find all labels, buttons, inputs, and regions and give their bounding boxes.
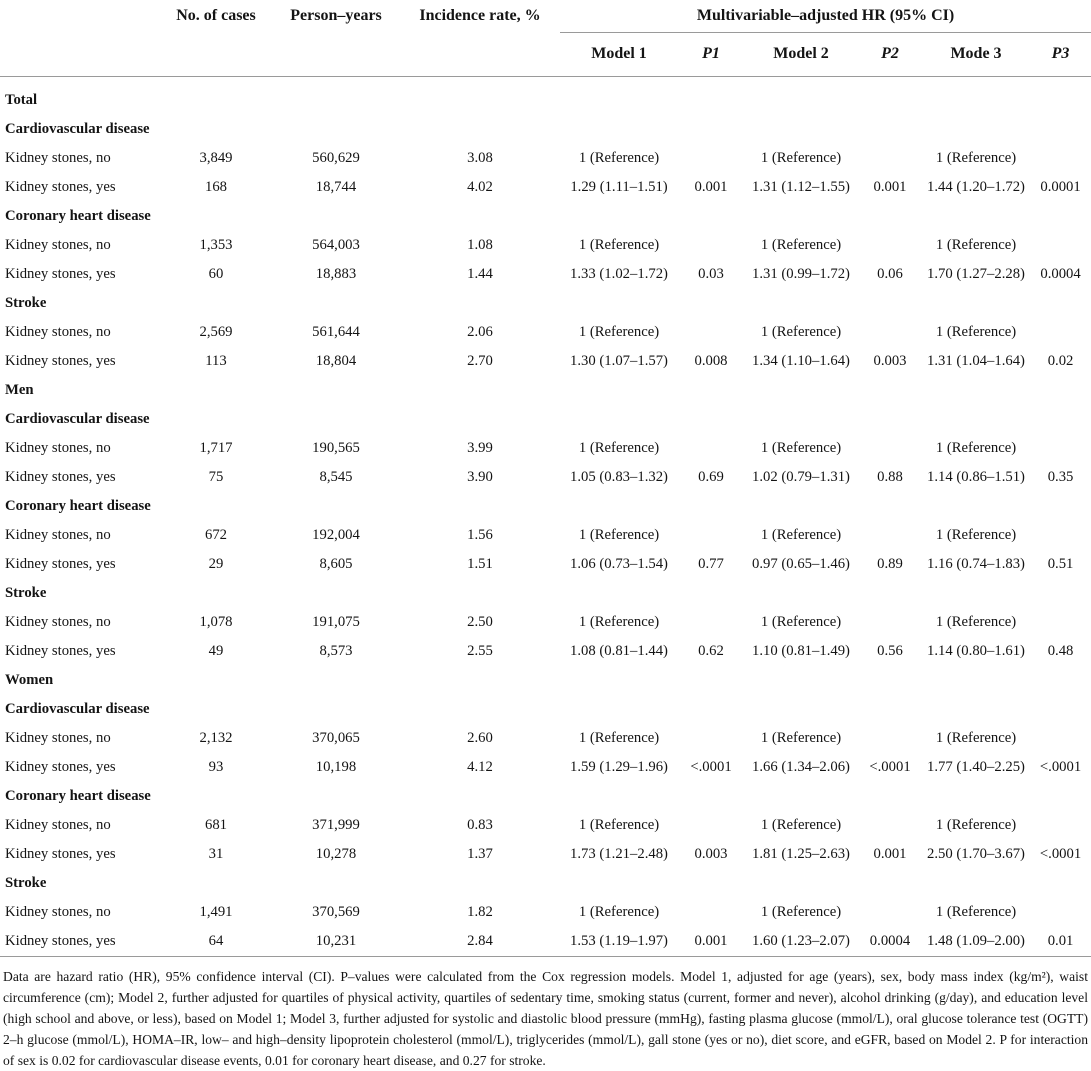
table-body — [0, 77, 1091, 957]
col-header-model2: Model 2 — [773, 45, 829, 63]
value-cell: 1.29 (1.11–1.51) — [570, 179, 668, 196]
value-cell: 1 (Reference) — [578, 324, 660, 341]
value-cell: 2,569 — [199, 324, 233, 341]
value-cell: 0.89 — [877, 556, 903, 573]
value-cell: 560,629 — [312, 150, 360, 167]
row-label: Kidney stones, yes — [5, 353, 116, 370]
value-cell: 0.62 — [698, 643, 724, 660]
value-cell: 1,078 — [199, 614, 233, 631]
data-row — [0, 347, 1091, 376]
value-cell: 75 — [208, 469, 224, 486]
data-row — [0, 753, 1091, 782]
row-label: Kidney stones, no — [5, 730, 111, 747]
col-header-model1: Model 1 — [591, 45, 647, 63]
row-label: Kidney stones, no — [5, 817, 111, 834]
value-cell: 1 (Reference) — [578, 904, 660, 921]
value-cell: 564,003 — [312, 237, 360, 254]
section-label: Stroke — [5, 295, 47, 312]
value-cell: 1.44 (1.20–1.72) — [927, 179, 1025, 196]
value-cell — [678, 898, 744, 927]
value-cell: 1 (Reference) — [935, 150, 1017, 167]
section-row — [0, 579, 1091, 608]
row-label: Kidney stones, no — [5, 527, 111, 544]
value-cell: 191,075 — [312, 614, 360, 631]
col-header-p1: P1 — [702, 45, 720, 63]
col-header-incidence-rate: Incidence rate, % — [419, 7, 541, 24]
value-cell: 0.001 — [694, 933, 728, 950]
value-cell: 1.51 — [467, 556, 493, 573]
value-cell: 1 (Reference) — [935, 324, 1017, 341]
section-row — [0, 202, 1091, 231]
table-footnote: Data are hazard ratio (HR), 95% confidence interval (CI). P–values were calculated from the Cox regression models. Model 1, adjusted for age (years), sex, body mass index (kg/m²), waist circumference (cm); Model 2, further adjusted for quartiles of physical activity, quartiles of sedentary time, smoking status (current, former and never), alcohol drinking (g/day), and education level (high school and above, or less), based on Model 1; Model 3, further adjusted for systolic and diastolic blood pressure (mmHg), fasting plasma glucose (mmol/L), oral glucose tolerance test (OGTT) 2–h glucose (mmol/L), HOMA–IR, low– and high–density lipoprotein cholesterol (mmol/L), triglycerides (mmol/L), gall stone (yes or no), diet score, and eGFR, based on Model 2. P for interaction of sex is 0.02 for cardiovascular disease events, 0.01 for coronary heart disease, and 0.27 for stroke. — [3, 969, 1088, 1069]
value-cell: 1.66 (1.34–2.06) — [752, 759, 850, 776]
value-cell: 18,883 — [315, 266, 357, 283]
section-label: Stroke — [5, 875, 47, 892]
col-header-hr-span: Multivariable–adjusted HR (95% CI) — [560, 2, 1091, 33]
data-row — [0, 463, 1091, 492]
value-cell — [858, 318, 922, 347]
value-cell: 1.44 — [467, 266, 493, 283]
value-cell: 1.31 (0.99–1.72) — [752, 266, 850, 283]
value-cell — [678, 811, 744, 840]
value-cell: 1.53 (1.19–1.97) — [570, 933, 668, 950]
value-cell: 1.73 (1.21–2.48) — [570, 846, 668, 863]
value-cell: 0.56 — [877, 643, 903, 660]
value-cell: 192,004 — [312, 527, 360, 544]
value-cell: 168 — [204, 179, 228, 196]
value-cell: 0.0001 — [1040, 179, 1081, 196]
value-cell: <.0001 — [869, 759, 911, 776]
value-cell: 1.30 (1.07–1.57) — [570, 353, 668, 370]
value-cell: 681 — [204, 817, 228, 834]
value-cell: 1 (Reference) — [760, 324, 842, 341]
value-cell — [1030, 608, 1091, 637]
value-cell: 0.01 — [1047, 933, 1074, 950]
section-label: Stroke — [5, 585, 47, 602]
value-cell — [1030, 434, 1091, 463]
value-cell: 1 (Reference) — [760, 237, 842, 254]
value-cell: 1 (Reference) — [578, 817, 660, 834]
section-label: Women — [5, 672, 54, 689]
data-row — [0, 840, 1091, 869]
value-cell: 370,065 — [312, 730, 360, 747]
data-row — [0, 318, 1091, 347]
row-label: Kidney stones, yes — [5, 179, 116, 196]
value-cell: 2.60 — [467, 730, 493, 747]
value-cell — [858, 521, 922, 550]
value-cell: 0.001 — [873, 846, 907, 863]
value-cell: 1.59 (1.29–1.96) — [570, 759, 668, 776]
value-cell — [858, 724, 922, 753]
section-label: Coronary heart disease — [5, 788, 151, 805]
value-cell: 1.37 — [467, 846, 493, 863]
col-header-person-years: Person–years — [290, 7, 382, 24]
section-row — [0, 695, 1091, 724]
value-cell: 29 — [208, 556, 224, 573]
row-label-header — [0, 2, 160, 77]
section-label: Cardiovascular disease — [5, 411, 150, 428]
value-cell: 2.50 — [467, 614, 493, 631]
value-cell — [1030, 318, 1091, 347]
data-row — [0, 898, 1091, 927]
value-cell: 113 — [205, 353, 227, 370]
value-cell: 3.90 — [467, 469, 493, 486]
value-cell: 1.81 (1.25–2.63) — [752, 846, 850, 863]
value-cell: 1 (Reference) — [935, 614, 1017, 631]
value-cell — [858, 231, 922, 260]
value-cell: 1,717 — [199, 440, 233, 457]
value-cell: 0.97 (0.65–1.46) — [752, 556, 850, 573]
value-cell: 2,132 — [199, 730, 233, 747]
value-cell: 18,744 — [315, 179, 357, 196]
row-label: Kidney stones, yes — [5, 933, 116, 950]
value-cell: <.0001 — [1039, 759, 1082, 776]
value-cell: 561,644 — [312, 324, 360, 341]
value-cell: 2.84 — [467, 933, 493, 950]
value-cell: 1 (Reference) — [578, 150, 660, 167]
value-cell — [1030, 811, 1091, 840]
section-label: Coronary heart disease — [5, 208, 151, 225]
value-cell: 1 (Reference) — [760, 817, 842, 834]
value-cell — [858, 144, 922, 173]
data-row — [0, 434, 1091, 463]
value-cell — [1030, 898, 1091, 927]
row-label: Kidney stones, no — [5, 440, 111, 457]
row-label: Kidney stones, no — [5, 150, 111, 167]
value-cell: 190,565 — [312, 440, 360, 457]
value-cell — [678, 318, 744, 347]
header-row-top — [0, 2, 1091, 33]
data-row — [0, 608, 1091, 637]
value-cell: 1 (Reference) — [760, 904, 842, 921]
value-cell: 1.02 (0.79–1.31) — [752, 469, 850, 486]
value-cell: 1 (Reference) — [578, 527, 660, 544]
value-cell: 1 (Reference) — [760, 527, 842, 544]
section-row — [0, 115, 1091, 144]
section-row — [0, 289, 1091, 318]
value-cell: 1.14 (0.86–1.51) — [927, 469, 1025, 486]
row-label: Kidney stones, yes — [5, 759, 116, 776]
row-label: Kidney stones, yes — [5, 846, 116, 863]
value-cell: <.0001 — [690, 759, 732, 776]
value-cell — [1030, 144, 1091, 173]
value-cell: 1 (Reference) — [760, 150, 842, 167]
value-cell — [678, 608, 744, 637]
value-cell: 10,198 — [315, 759, 357, 776]
section-row — [0, 666, 1091, 695]
value-cell: 1 (Reference) — [935, 817, 1017, 834]
value-cell: 672 — [204, 527, 228, 544]
value-cell: 1.48 (1.09–2.00) — [927, 933, 1025, 950]
value-cell: 1 (Reference) — [935, 904, 1017, 921]
value-cell: 1.31 (1.04–1.64) — [927, 353, 1025, 370]
value-cell: 3.08 — [467, 150, 493, 167]
value-cell: 8,573 — [319, 643, 353, 660]
data-row — [0, 637, 1091, 666]
value-cell: 1.33 (1.02–1.72) — [570, 266, 668, 283]
results-table — [0, 2, 1091, 957]
value-cell — [678, 434, 744, 463]
row-label: Kidney stones, yes — [5, 469, 116, 486]
section-label: Total — [5, 92, 38, 109]
table-header — [0, 2, 1091, 77]
value-cell: 0.0004 — [869, 933, 911, 950]
value-cell: 1 (Reference) — [760, 440, 842, 457]
col-header-p3: P3 — [1051, 45, 1070, 63]
data-row — [0, 144, 1091, 173]
value-cell: 4.02 — [467, 179, 493, 196]
section-row — [0, 782, 1091, 811]
value-cell: 3.99 — [467, 440, 493, 457]
value-cell: 1.05 (0.83–1.32) — [570, 469, 668, 486]
value-cell: 371,999 — [312, 817, 360, 834]
value-cell: 1.08 — [467, 237, 493, 254]
value-cell: 0.001 — [873, 179, 907, 196]
value-cell: 1.31 (1.12–1.55) — [752, 179, 850, 196]
row-label: Kidney stones, no — [5, 237, 111, 254]
value-cell — [1030, 724, 1091, 753]
value-cell: 2.55 — [467, 643, 493, 660]
value-cell: 1 (Reference) — [578, 730, 660, 747]
value-cell: 31 — [208, 846, 224, 863]
data-row — [0, 811, 1091, 840]
value-cell: 49 — [208, 643, 224, 660]
value-cell: 0.003 — [873, 353, 907, 370]
value-cell: 1.56 — [467, 527, 493, 544]
value-cell: 1 (Reference) — [578, 614, 660, 631]
col-header-p2: P2 — [881, 45, 899, 63]
value-cell: <.0001 — [1039, 846, 1082, 863]
value-cell — [858, 898, 922, 927]
value-cell: 2.70 — [467, 353, 493, 370]
value-cell — [678, 231, 744, 260]
value-cell — [678, 724, 744, 753]
value-cell: 0.02 — [1047, 353, 1074, 370]
value-cell: 1 (Reference) — [760, 614, 842, 631]
value-cell — [678, 521, 744, 550]
value-cell: 10,231 — [315, 933, 357, 950]
value-cell: 93 — [208, 759, 224, 776]
value-cell: 1,491 — [199, 904, 233, 921]
data-row — [0, 521, 1091, 550]
value-cell: 0.51 — [1047, 556, 1074, 573]
value-cell: 3,849 — [199, 150, 233, 167]
value-cell: 0.69 — [698, 469, 724, 486]
value-cell: 1.16 (0.74–1.83) — [927, 556, 1025, 573]
value-cell: 1.34 (1.10–1.64) — [752, 353, 850, 370]
value-cell — [858, 434, 922, 463]
value-cell: 1,353 — [199, 237, 233, 254]
value-cell: 1 (Reference) — [935, 237, 1017, 254]
value-cell: 18,804 — [315, 353, 357, 370]
value-cell: 60 — [208, 266, 224, 283]
row-label: Kidney stones, yes — [5, 266, 116, 283]
value-cell: 8,605 — [319, 556, 353, 573]
data-row — [0, 260, 1091, 289]
section-row — [0, 77, 1091, 116]
value-cell: 2.06 — [467, 324, 493, 341]
row-label: Kidney stones, no — [5, 324, 111, 341]
value-cell: 1 (Reference) — [935, 730, 1017, 747]
value-cell — [1030, 231, 1091, 260]
value-cell — [858, 608, 922, 637]
value-cell: 4.12 — [467, 759, 493, 776]
value-cell: 370,569 — [312, 904, 360, 921]
value-cell: 1.06 (0.73–1.54) — [570, 556, 668, 573]
value-cell: 1.60 (1.23–2.07) — [752, 933, 850, 950]
data-row — [0, 724, 1091, 753]
section-row — [0, 869, 1091, 898]
value-cell: 1 (Reference) — [578, 440, 660, 457]
value-cell: 0.83 — [467, 817, 493, 834]
value-cell: 0.003 — [694, 846, 728, 863]
value-cell: 1.08 (0.81–1.44) — [570, 643, 668, 660]
value-cell — [858, 811, 922, 840]
value-cell: 1 (Reference) — [760, 730, 842, 747]
section-row — [0, 492, 1091, 521]
value-cell: 1 (Reference) — [578, 237, 660, 254]
value-cell: 1.82 — [467, 904, 493, 921]
value-cell: 2.50 (1.70–3.67) — [927, 846, 1025, 863]
value-cell: 0.001 — [694, 179, 728, 196]
col-header-model3: Mode 3 — [950, 45, 1002, 63]
value-cell: 0.35 — [1047, 469, 1074, 486]
section-row — [0, 405, 1091, 434]
row-label: Kidney stones, no — [5, 904, 111, 921]
value-cell — [1030, 521, 1091, 550]
value-cell: 1.77 (1.40–2.25) — [927, 759, 1025, 776]
value-cell: 0.06 — [877, 266, 903, 283]
value-cell: 10,278 — [315, 846, 357, 863]
value-cell: 64 — [208, 933, 224, 950]
value-cell: 1.14 (0.80–1.61) — [927, 643, 1025, 660]
value-cell: 0.008 — [694, 353, 728, 370]
row-label: Kidney stones, yes — [5, 556, 116, 573]
section-label: Men — [5, 382, 34, 399]
data-row — [0, 173, 1091, 202]
value-cell: 1.70 (1.27–2.28) — [927, 266, 1025, 283]
value-cell: 0.48 — [1047, 643, 1074, 660]
section-row — [0, 376, 1091, 405]
data-row — [0, 231, 1091, 260]
value-cell: 8,545 — [319, 469, 353, 486]
value-cell: 0.0004 — [1040, 266, 1081, 283]
value-cell: 1 (Reference) — [935, 440, 1017, 457]
row-label: Kidney stones, no — [5, 614, 111, 631]
value-cell: 0.88 — [877, 469, 903, 486]
col-header-no-of-cases: No. of cases — [176, 7, 256, 24]
value-cell: 0.03 — [698, 266, 724, 283]
section-label: Coronary heart disease — [5, 498, 151, 515]
value-cell: 1 (Reference) — [935, 527, 1017, 544]
data-row — [0, 550, 1091, 579]
value-cell: 1.10 (0.81–1.49) — [752, 643, 850, 660]
row-label: Kidney stones, yes — [5, 643, 116, 660]
section-label: Cardiovascular disease — [5, 121, 150, 138]
section-label: Cardiovascular disease — [5, 701, 150, 718]
data-row — [0, 927, 1091, 957]
value-cell: 0.77 — [698, 556, 724, 573]
value-cell — [678, 144, 744, 173]
